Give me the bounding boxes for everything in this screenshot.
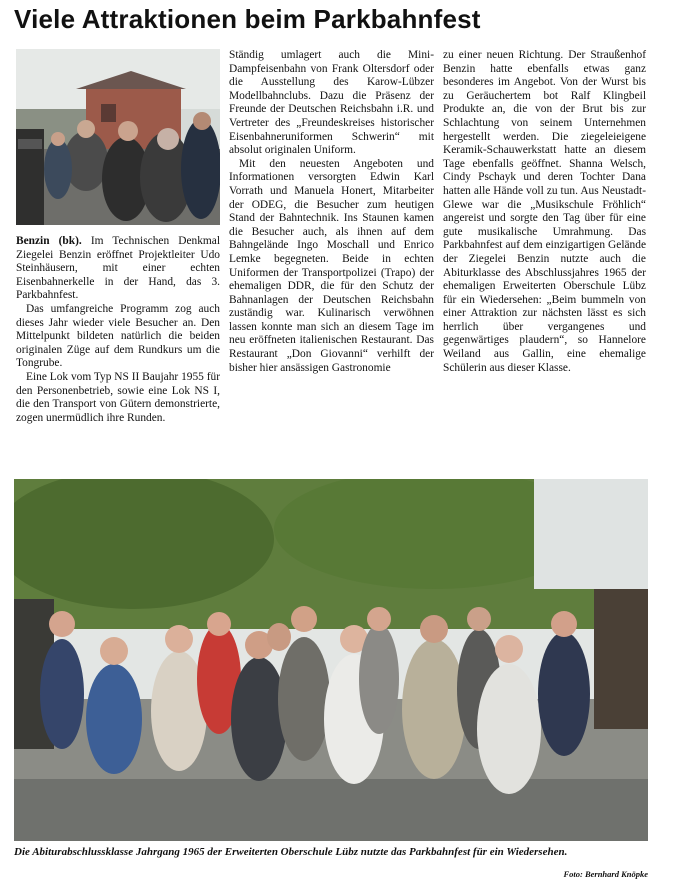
paragraph: Das umfangreiche Programm zog auch dieses Jahr wieder viele Besucher an. Den Mittelpunkt bildeten natürlich die beiden originalen Züge auf dem Rundkurs um die Tongrube.: [16, 302, 220, 370]
photo-credit: Foto: Bernhard Knöpke: [563, 869, 648, 879]
paragraph: Ständig umlagert auch die Mini-Dampfeisenbahn von Frank Oltersdorf oder die Ausstellung des Karow-Lübzer Modellbahnclubs. Dazu die Präsenz der Freunde der Deutschen Reichsbahn i.R. und Vertreter des „Freundeskreises historischer Eisenbahneruniformen Schwerin“ mit absolut originalen Uniform.: [229, 49, 434, 157]
photo-railway-visitors: [16, 49, 220, 225]
article-column-3: [443, 49, 646, 375]
photo-group-class-1965: [14, 479, 648, 841]
paragraph: Eine Lok vom Typ NS II Baujahr 1955 für den Personenbetrieb, sowie eine Lok NS I, die den Transport von Gütern demonstrierte, zogen unermüdlich ihre Runden.: [16, 370, 220, 424]
article-column-2: [229, 49, 434, 375]
paragraph: [16, 235, 220, 303]
paragraph-text: Im Technischen Denkmal Ziegelei Benzin eröffnet Projektleiter Udo Steinhäusern, mit einer echten Eisenbahnerkelle in der Hand, das 3. Parkbahnfest.: [16, 235, 220, 302]
dateline: Benzin (bk).: [16, 235, 82, 247]
photo-caption: Die Abiturabschlussklasse Jahrgang 1965 der Erweiterten Oberschule Lübz nutzte das Parkbahnfest für ein Wiedersehen.: [14, 846, 568, 858]
paragraph: Mit den neuesten Angeboten und Informationen versorgten Edwin Karl Vorrath und Manuela Honert, Mitarbeiter der ODEG, die Besucher zum heutigen Stand der Bahntechnik. Ins Staunen kamen die Besucher auch, als ihnen auf dem Bahngelände Ingo Moschall und Enrico Lemke begegneten. Beide in echten Uniformen der Transportpolizei (Trapo) der ehemaligen DDR, die für den Schutz der Bahnanlagen der Deutschen Reichsbahn zuständig war. Kulinarisch verwöhnen lassen konnte man sich an diesem Tage im neu eröffneten italienischen Restaurant. Das Restaurant „Don Giovanni“ verhilft der bisher hier ansässigen Gastronomie: [229, 157, 434, 374]
article-headline: Viele Attraktionen beim Parkbahnfest: [14, 4, 481, 34]
article-column-1: [16, 49, 220, 425]
paragraph: zu einer neuen Richtung. Der Straußenhof Benzin hatte ebenfalls etwas ganz besonderes im Angebot. Von der Wurst bis zu Geräuchertem bot Ralf Klingbeil Produkte an, die von der Brut bis zur Schlachtung von seinem Unternehmen hergestellt werden. Die ziegeleieigene Keramik-Schauwerkstatt hatte an diesem Tage ebenfalls geöffnet. Shanna Welsch, Cindy Pschayk und deren Tochter Dana hatten alle Hände voll zu tun. Aus Neustadt-Glewe war die „Musikschule Fröhlich“ angereist und sorgte den Tag über für eine gute musikalische Umrahmung. Das Parkbahnfest auf dem einzigartigen Gelände der Ziegelei Benzin nutzte auch die Abiturklasse des Abschlussjahres 1965 der ehemaligen Erweiterten Oberschule Lübz für ein Wiedersehen: „Beim bummeln von einer Attraktion zur nächsten lässt es sich herrlich über vergangenes und gegenwärtiges plaudern“, so Hannelore Weiland aus Gallin, eine ehemalige Schülerin aus dieser Klasse.: [443, 49, 646, 374]
